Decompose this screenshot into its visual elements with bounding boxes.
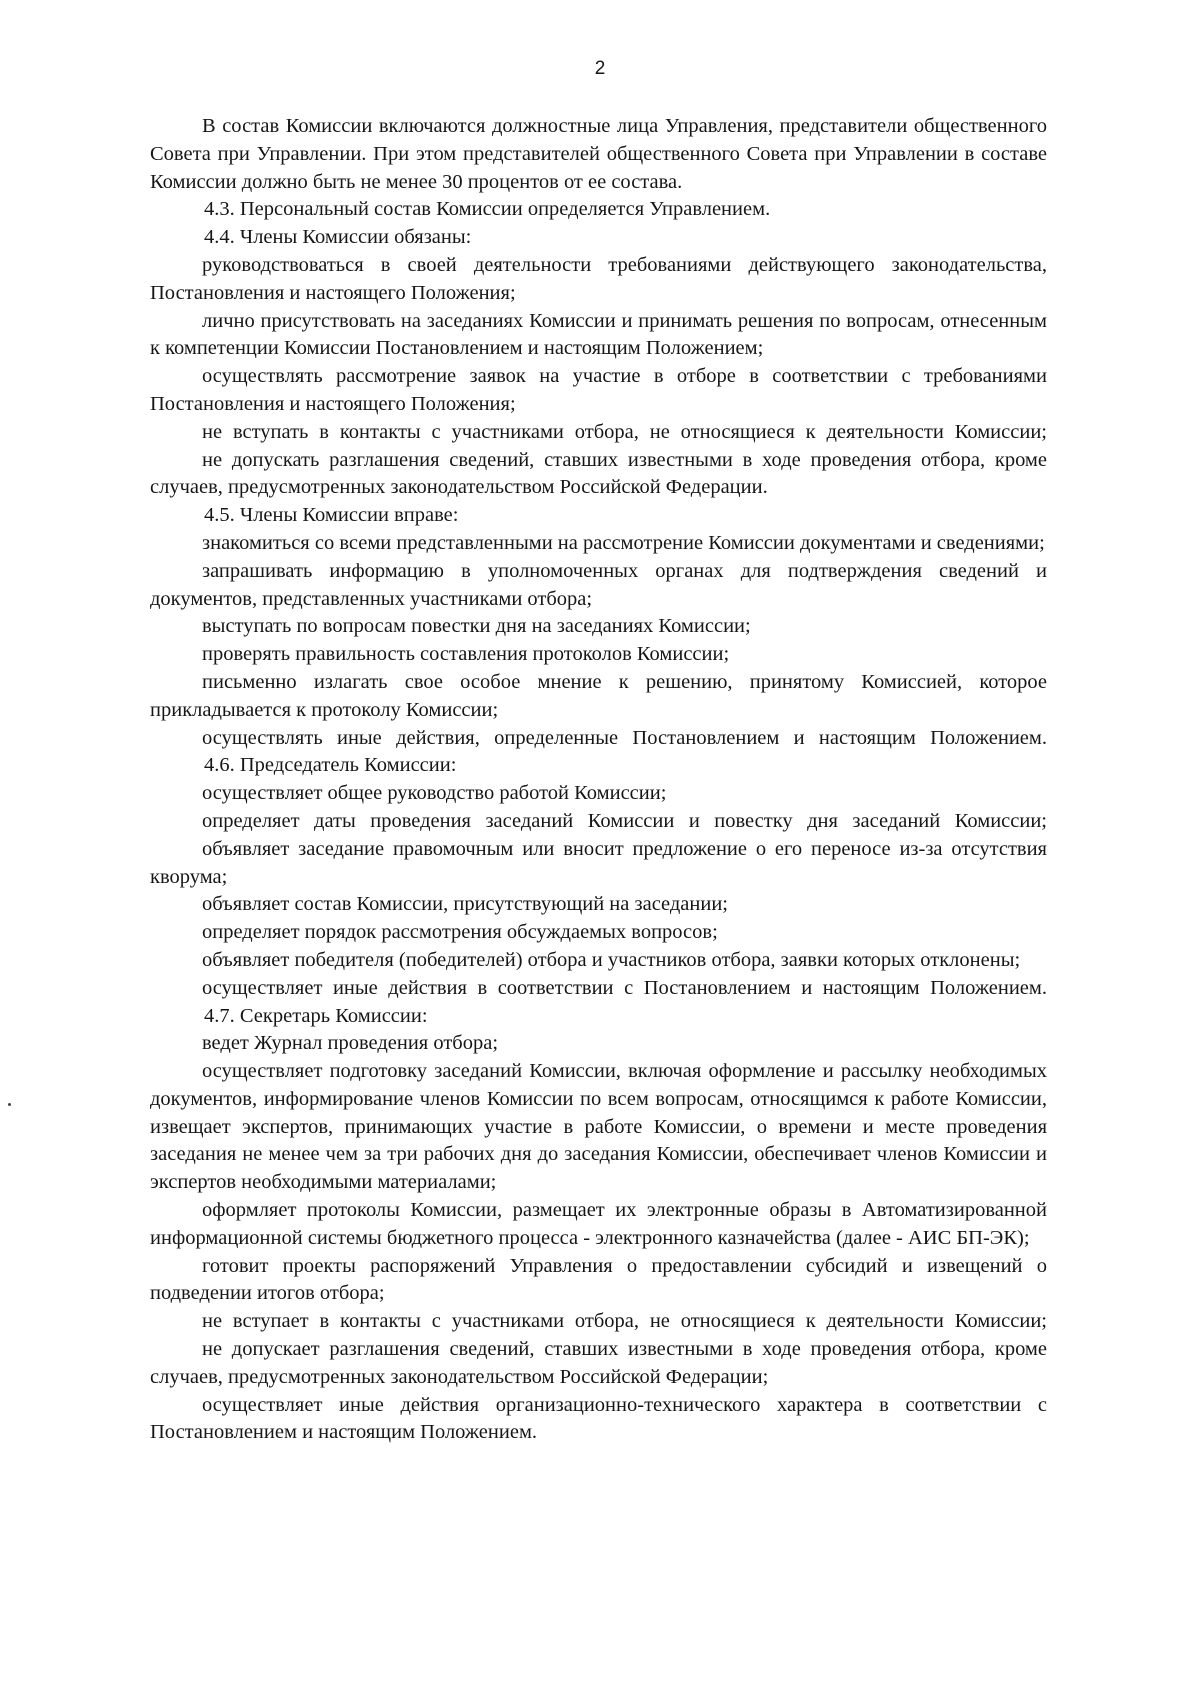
list-item: не допускать разглашения сведений, ставших известными в ходе проведения отбора, кроме случаев, предусмотренных законодательством Российской Федерации. bbox=[150, 448, 1047, 499]
list-item: объявляет заседание правомочным или вносит предложение о его переносе из-за отсутствия кворума; bbox=[150, 837, 1047, 888]
page-number: 2 bbox=[594, 58, 606, 79]
list-item: объявляет состав Комиссии, присутствующий на заседании; bbox=[202, 893, 729, 916]
list-item: запрашивать информацию в уполномоченных органах для подтверждения сведений и документов, представленных участниками отбора; bbox=[150, 559, 1047, 610]
list-item: не вступает в контакты с участниками отбора, не относящиеся к деятельности Комиссии; bbox=[202, 1310, 1047, 1333]
list-item: осуществляет подготовку заседаний Комиссии, включая оформление и рассылку необходимых документов, информирование членов Комиссии по всем вопросам, относящимся к работе Комиссии, извещает экспертов, принимающих участие в работе Комиссии, о времени и месте проведения заседания не менее чем за три рабочих дня до заседания Комиссии, обеспечивает членов Комиссии и экспертов необходимыми материалами; bbox=[150, 1060, 1047, 1194]
paragraph-commission-composition: В состав Комиссии включаются должностные лица Управления, представители общественного Совета при Управлении. При этом представителей общественного Совета при Управлении в составе Комиссии должно быть не менее 30 процентов от ее состава. bbox=[150, 115, 1047, 193]
list-item: определяет даты проведения заседаний Комиссии и повестку дня заседаний Комиссии; bbox=[202, 809, 1047, 832]
list-item: проверять правильность составления протоколов Комиссии; bbox=[202, 643, 730, 666]
list-item: руководствоваться в своей деятельности требованиями действующего законодательства, Постановления и настоящего Положения; bbox=[150, 253, 1047, 304]
list-item: оформляет протоколы Комиссии, размещает их электронные образы в Автоматизированной информационной системы бюджетного процесса - электронного казначейства (далее - АИС БП-ЭК); bbox=[150, 1199, 1047, 1249]
list-item: осуществляет общее руководство работой Комиссии; bbox=[202, 782, 667, 805]
list-item: готовит проекты распоряжений Управления о предоставлении субсидий и извещений о подведении итогов отбора; bbox=[150, 1254, 1047, 1305]
list-item: не вступать в контакты с участниками отбора, не относящиеся к деятельности Комиссии; bbox=[202, 420, 1047, 443]
clause-4-6-heading: 4.6. Председатель Комиссии: bbox=[204, 754, 457, 777]
list-item: осуществляет иные действия в соответствии с Постановлением и настоящим Положением. bbox=[202, 976, 1047, 999]
list-item: объявляет победителя (победителей) отбора и участников отбора, заявки которых отклонены; bbox=[202, 948, 1021, 971]
list-item: выступать по вопросам повестки дня на заседаниях Комиссии; bbox=[202, 615, 751, 638]
clause-4-5-heading: 4.5. Члены Комиссии вправе: bbox=[204, 504, 459, 527]
list-item: осуществлять рассмотрение заявок на участие в отборе в соответствии с требованиями Постановления и настоящего Положения; bbox=[150, 365, 1047, 415]
clause-4-3: 4.3. Персональный состав Комиссии определяется Управлением. bbox=[204, 198, 771, 221]
list-item: осуществлять иные действия, определенные Постановлением и настоящим Положением. bbox=[202, 726, 1047, 749]
scan-dot-mark bbox=[8, 1103, 11, 1106]
list-item: ведет Журнал проведения отбора; bbox=[202, 1032, 499, 1055]
list-item: лично присутствовать на заседаниях Комиссии и принимать решения по вопросам, отнесенным к компетенции Комиссии Постановлением и настоящим Положением; bbox=[150, 309, 1047, 360]
list-item: письменно излагать свое особое мнение к решению, принятому Комиссией, которое прикладывается к протоколу Комиссии; bbox=[150, 670, 1047, 721]
clause-4-7-heading: 4.7. Секретарь Комиссии: bbox=[204, 1004, 428, 1027]
list-item: не допускает разглашения сведений, ставших известными в ходе проведения отбора, кроме случаев, предусмотренных законодательством Российской Федерации; bbox=[150, 1338, 1047, 1388]
list-item: определяет порядок рассмотрения обсуждаемых вопросов; bbox=[202, 921, 718, 944]
document-body bbox=[150, 113, 1047, 1447]
list-item: знакомиться со всеми представленными на рассмотрение Комиссии документами и сведениями; bbox=[202, 531, 1045, 554]
list-item: осуществляет иные действия организационно-технического характера в соответствии с Постановлением и настоящим Положением. bbox=[150, 1393, 1047, 1444]
clause-4-4-heading: 4.4. Члены Комиссии обязаны: bbox=[204, 226, 472, 249]
